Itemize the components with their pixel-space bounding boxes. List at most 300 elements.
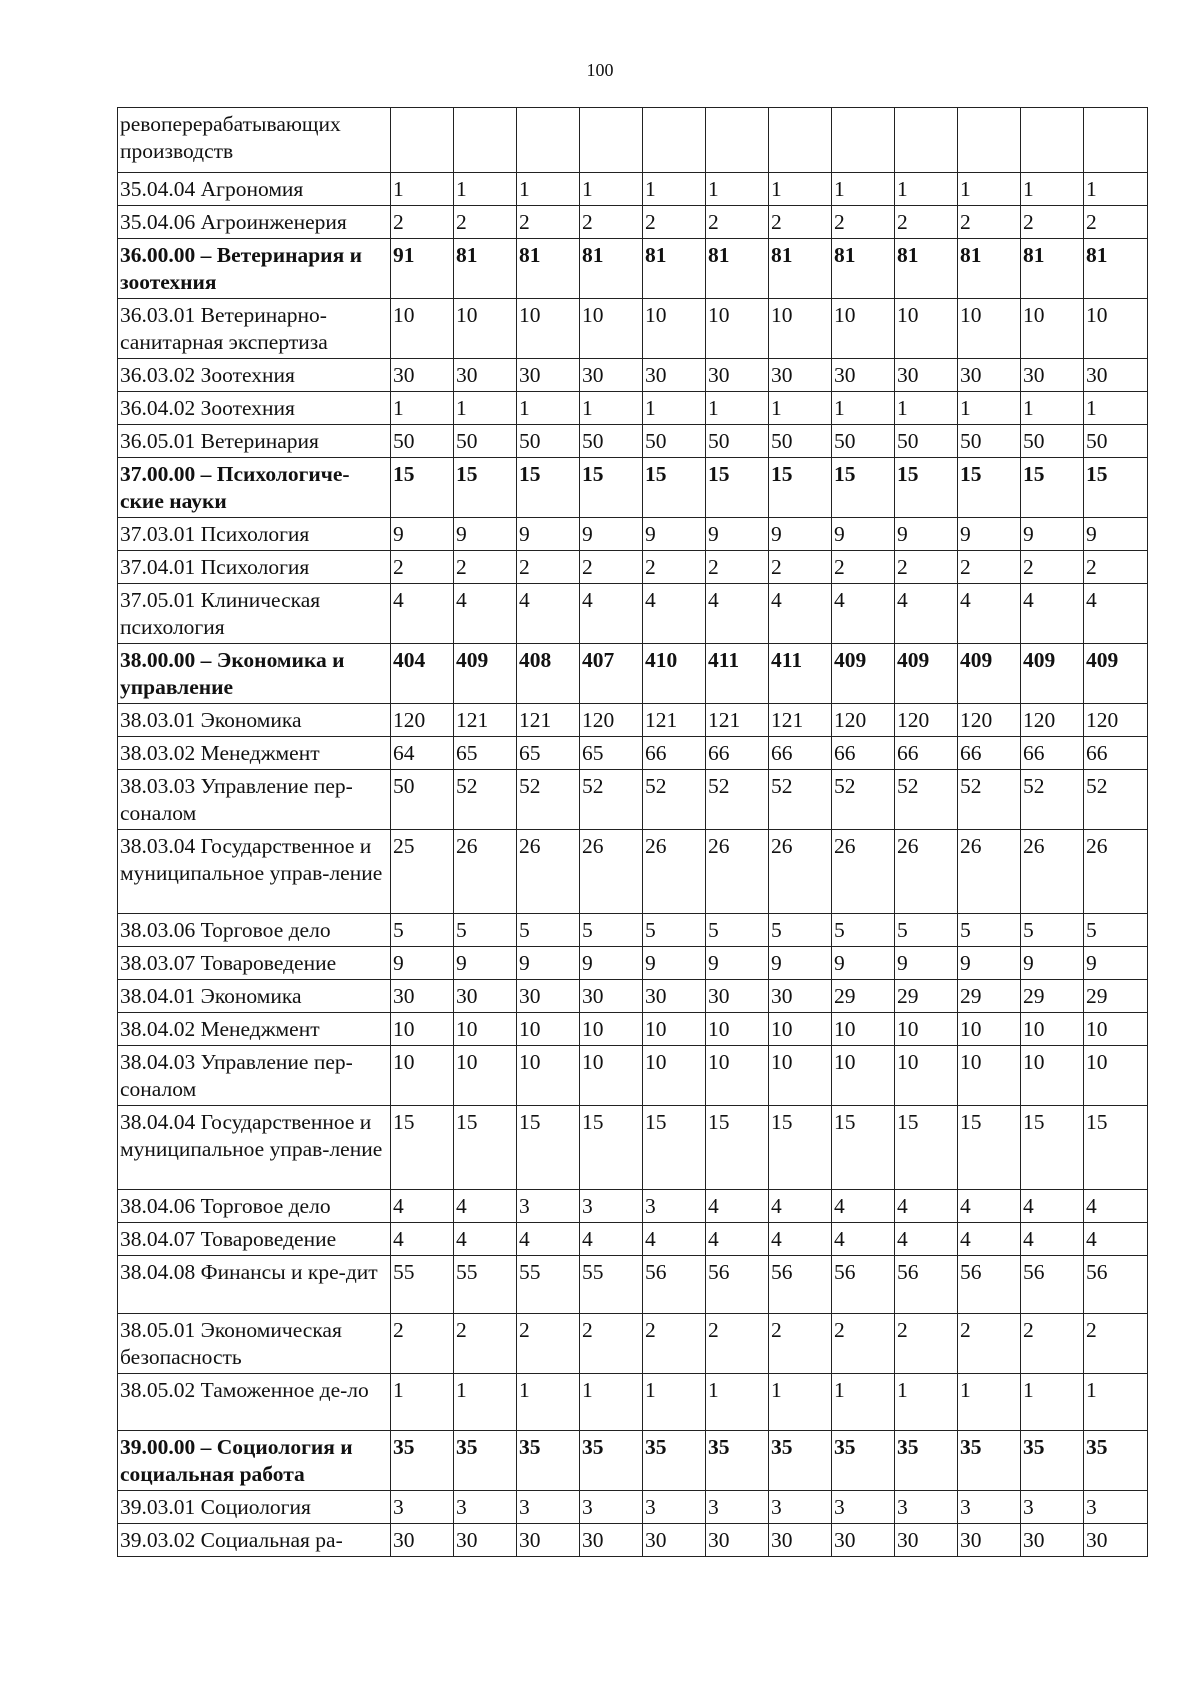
value-cell: 5	[643, 914, 706, 947]
row-label: ревоперерабатывающих производств	[118, 108, 391, 173]
value-cell: 50	[769, 425, 832, 458]
row-label: 37.03.01 Психология	[118, 518, 391, 551]
value-cell: 35	[832, 1431, 895, 1491]
value-cell: 66	[1021, 737, 1084, 770]
value-cell: 55	[580, 1256, 643, 1314]
value-cell: 2	[391, 1314, 454, 1374]
value-cell: 2	[1084, 1314, 1148, 1374]
value-cell	[958, 108, 1021, 173]
value-cell: 55	[517, 1256, 580, 1314]
value-cell: 3	[958, 1491, 1021, 1524]
value-cell: 2	[1021, 1314, 1084, 1374]
value-cell: 15	[1084, 458, 1148, 518]
value-cell	[643, 108, 706, 173]
value-cell: 15	[643, 1106, 706, 1190]
value-cell: 29	[1084, 980, 1148, 1013]
value-cell: 10	[391, 1046, 454, 1106]
row-label: 38.05.02 Таможенное де-ло	[118, 1374, 391, 1431]
value-cell: 10	[895, 299, 958, 359]
value-cell: 10	[454, 1013, 517, 1046]
value-cell: 1	[832, 392, 895, 425]
value-cell: 10	[1021, 1013, 1084, 1046]
table-row	[118, 206, 1148, 239]
value-cell: 15	[643, 458, 706, 518]
table-row	[118, 425, 1148, 458]
value-cell: 4	[769, 1190, 832, 1223]
row-label: 38.03.03 Управление пер-соналом	[118, 770, 391, 830]
table-row	[118, 1046, 1148, 1106]
value-cell: 2	[454, 551, 517, 584]
value-cell: 408	[517, 644, 580, 704]
row-label: 38.03.06 Торговое дело	[118, 914, 391, 947]
value-cell: 1	[958, 1374, 1021, 1431]
value-cell: 2	[769, 551, 832, 584]
value-cell: 2	[832, 551, 895, 584]
value-cell: 9	[895, 518, 958, 551]
value-cell: 2	[706, 551, 769, 584]
value-cell: 81	[580, 239, 643, 299]
value-cell: 30	[580, 1524, 643, 1557]
value-cell: 10	[706, 1046, 769, 1106]
value-cell: 1	[517, 1374, 580, 1431]
value-cell	[391, 108, 454, 173]
value-cell: 10	[1084, 1046, 1148, 1106]
value-cell: 50	[958, 425, 1021, 458]
value-cell: 65	[580, 737, 643, 770]
value-cell: 1	[391, 1374, 454, 1431]
value-cell: 10	[958, 299, 1021, 359]
row-label: 38.04.07 Товароведение	[118, 1223, 391, 1256]
value-cell: 5	[769, 914, 832, 947]
value-cell: 121	[769, 704, 832, 737]
value-cell: 15	[958, 1106, 1021, 1190]
value-cell: 29	[958, 980, 1021, 1013]
value-cell: 50	[832, 425, 895, 458]
value-cell: 30	[517, 359, 580, 392]
value-cell: 15	[391, 458, 454, 518]
value-cell: 5	[454, 914, 517, 947]
value-cell: 30	[454, 980, 517, 1013]
value-cell: 10	[643, 1046, 706, 1106]
value-cell: 10	[580, 299, 643, 359]
row-label: 38.04.08 Финансы и кре-дит	[118, 1256, 391, 1314]
value-cell: 2	[895, 206, 958, 239]
value-cell: 52	[643, 770, 706, 830]
value-cell: 3	[706, 1491, 769, 1524]
value-cell: 2	[1084, 551, 1148, 584]
table-row	[118, 239, 1148, 299]
value-cell: 10	[832, 1013, 895, 1046]
table-row	[118, 947, 1148, 980]
value-cell: 30	[706, 359, 769, 392]
value-cell: 5	[895, 914, 958, 947]
value-cell: 4	[643, 1223, 706, 1256]
value-cell: 121	[706, 704, 769, 737]
value-cell: 30	[706, 980, 769, 1013]
value-cell: 4	[1084, 1223, 1148, 1256]
value-cell: 1	[1021, 1374, 1084, 1431]
value-cell: 10	[958, 1013, 1021, 1046]
value-cell: 1	[769, 173, 832, 206]
value-cell: 50	[391, 425, 454, 458]
value-cell: 9	[1021, 518, 1084, 551]
table-row	[118, 1524, 1148, 1557]
value-cell: 4	[895, 1223, 958, 1256]
value-cell: 9	[706, 518, 769, 551]
value-cell: 15	[706, 458, 769, 518]
value-cell: 10	[517, 1013, 580, 1046]
value-cell: 10	[769, 1013, 832, 1046]
value-cell: 30	[706, 1524, 769, 1557]
value-cell: 2	[706, 1314, 769, 1374]
value-cell: 30	[580, 359, 643, 392]
value-cell	[832, 108, 895, 173]
value-cell: 30	[769, 1524, 832, 1557]
row-label: 37.05.01 Клиническая психология	[118, 584, 391, 644]
table-row	[118, 108, 1148, 173]
value-cell: 411	[769, 644, 832, 704]
value-cell: 9	[706, 947, 769, 980]
value-cell: 4	[706, 1190, 769, 1223]
value-cell: 35	[391, 1431, 454, 1491]
value-cell: 15	[517, 1106, 580, 1190]
value-cell: 35	[643, 1431, 706, 1491]
value-cell: 1	[580, 392, 643, 425]
value-cell: 1	[517, 173, 580, 206]
value-cell: 35	[769, 1431, 832, 1491]
row-label: 36.03.02 Зоотехния	[118, 359, 391, 392]
value-cell: 4	[580, 584, 643, 644]
row-label: 38.00.00 – Экономика и управление	[118, 644, 391, 704]
value-cell: 3	[643, 1190, 706, 1223]
value-cell: 81	[454, 239, 517, 299]
value-cell: 1	[391, 392, 454, 425]
value-cell: 15	[832, 458, 895, 518]
value-cell: 30	[391, 359, 454, 392]
value-cell: 3	[391, 1491, 454, 1524]
value-cell: 30	[769, 359, 832, 392]
value-cell: 9	[643, 518, 706, 551]
value-cell: 4	[832, 1223, 895, 1256]
value-cell: 35	[580, 1431, 643, 1491]
value-cell: 15	[517, 458, 580, 518]
value-cell: 1	[1084, 1374, 1148, 1431]
value-cell: 411	[706, 644, 769, 704]
value-cell: 15	[895, 1106, 958, 1190]
value-cell: 50	[895, 425, 958, 458]
value-cell: 81	[958, 239, 1021, 299]
value-cell: 26	[643, 830, 706, 914]
value-cell: 4	[517, 584, 580, 644]
value-cell: 26	[517, 830, 580, 914]
value-cell: 52	[1021, 770, 1084, 830]
data-table	[117, 107, 1148, 1557]
value-cell: 29	[895, 980, 958, 1013]
value-cell: 2	[517, 206, 580, 239]
value-cell: 4	[769, 1223, 832, 1256]
table-row	[118, 392, 1148, 425]
value-cell: 120	[391, 704, 454, 737]
value-cell: 50	[1084, 425, 1148, 458]
table-row	[118, 704, 1148, 737]
value-cell: 52	[454, 770, 517, 830]
value-cell: 1	[580, 1374, 643, 1431]
value-cell: 26	[895, 830, 958, 914]
value-cell: 1	[895, 173, 958, 206]
row-label: 37.04.01 Психология	[118, 551, 391, 584]
value-cell: 56	[832, 1256, 895, 1314]
value-cell: 3	[517, 1190, 580, 1223]
value-cell: 15	[769, 458, 832, 518]
value-cell: 66	[769, 737, 832, 770]
value-cell: 3	[832, 1491, 895, 1524]
value-cell: 1	[643, 1374, 706, 1431]
value-cell: 50	[643, 425, 706, 458]
value-cell: 2	[454, 1314, 517, 1374]
row-label: 38.04.06 Торговое дело	[118, 1190, 391, 1223]
value-cell: 30	[643, 359, 706, 392]
value-cell: 1	[832, 1374, 895, 1431]
value-cell	[580, 108, 643, 173]
value-cell: 1	[580, 173, 643, 206]
value-cell: 56	[643, 1256, 706, 1314]
value-cell: 9	[517, 947, 580, 980]
value-cell: 29	[832, 980, 895, 1013]
table-row	[118, 551, 1148, 584]
value-cell: 10	[517, 1046, 580, 1106]
value-cell: 10	[1021, 299, 1084, 359]
row-label: 38.03.01 Экономика	[118, 704, 391, 737]
value-cell: 1	[1084, 392, 1148, 425]
value-cell: 30	[958, 1524, 1021, 1557]
value-cell: 2	[517, 551, 580, 584]
value-cell: 25	[391, 830, 454, 914]
value-cell: 9	[1021, 947, 1084, 980]
table-row	[118, 458, 1148, 518]
value-cell: 1	[895, 1374, 958, 1431]
value-cell: 50	[1021, 425, 1084, 458]
value-cell: 52	[706, 770, 769, 830]
value-cell: 52	[580, 770, 643, 830]
value-cell: 56	[1021, 1256, 1084, 1314]
value-cell: 5	[580, 914, 643, 947]
value-cell: 2	[1021, 206, 1084, 239]
value-cell: 56	[706, 1256, 769, 1314]
value-cell: 9	[454, 518, 517, 551]
value-cell: 10	[1084, 1013, 1148, 1046]
value-cell: 30	[832, 359, 895, 392]
value-cell: 30	[643, 1524, 706, 1557]
value-cell: 91	[391, 239, 454, 299]
table-row	[118, 980, 1148, 1013]
value-cell: 4	[1021, 1223, 1084, 1256]
value-cell: 9	[391, 947, 454, 980]
value-cell: 9	[769, 518, 832, 551]
value-cell: 4	[454, 1190, 517, 1223]
value-cell	[769, 108, 832, 173]
value-cell: 9	[1084, 947, 1148, 980]
row-label: 38.03.02 Менеджмент	[118, 737, 391, 770]
value-cell: 1	[454, 1374, 517, 1431]
value-cell: 4	[1021, 1190, 1084, 1223]
value-cell: 4	[769, 584, 832, 644]
value-cell: 50	[454, 425, 517, 458]
value-cell: 64	[391, 737, 454, 770]
value-cell: 9	[454, 947, 517, 980]
value-cell: 30	[1021, 359, 1084, 392]
value-cell: 9	[643, 947, 706, 980]
value-cell: 121	[454, 704, 517, 737]
table-row	[118, 830, 1148, 914]
value-cell: 30	[1021, 1524, 1084, 1557]
value-cell: 26	[454, 830, 517, 914]
row-label: 38.03.04 Государственное и муниципальное управ-ление	[118, 830, 391, 914]
value-cell: 30	[580, 980, 643, 1013]
value-cell: 26	[1021, 830, 1084, 914]
row-label: 36.04.02 Зоотехния	[118, 392, 391, 425]
value-cell: 55	[391, 1256, 454, 1314]
table-body	[118, 108, 1148, 1557]
value-cell: 2	[643, 206, 706, 239]
value-cell: 2	[1084, 206, 1148, 239]
value-cell: 30	[1084, 1524, 1148, 1557]
value-cell: 52	[832, 770, 895, 830]
table-row	[118, 359, 1148, 392]
value-cell: 9	[580, 947, 643, 980]
value-cell: 35	[958, 1431, 1021, 1491]
value-cell: 66	[1084, 737, 1148, 770]
value-cell: 66	[958, 737, 1021, 770]
table-row	[118, 1491, 1148, 1524]
table-row	[118, 584, 1148, 644]
value-cell: 15	[769, 1106, 832, 1190]
value-cell: 10	[580, 1046, 643, 1106]
value-cell	[895, 108, 958, 173]
value-cell: 2	[769, 206, 832, 239]
value-cell: 4	[958, 1223, 1021, 1256]
value-cell: 1	[706, 1374, 769, 1431]
value-cell: 120	[895, 704, 958, 737]
value-cell: 1	[895, 392, 958, 425]
row-label: 39.03.02 Социальная ра-	[118, 1524, 391, 1557]
value-cell: 409	[1021, 644, 1084, 704]
value-cell: 121	[517, 704, 580, 737]
value-cell: 2	[580, 1314, 643, 1374]
value-cell: 66	[706, 737, 769, 770]
value-cell: 3	[769, 1491, 832, 1524]
value-cell: 26	[769, 830, 832, 914]
value-cell: 10	[391, 1013, 454, 1046]
value-cell: 120	[1084, 704, 1148, 737]
value-cell: 4	[391, 1190, 454, 1223]
row-label: 38.04.04 Государственное и муниципальное управ-ление	[118, 1106, 391, 1190]
value-cell: 1	[769, 1374, 832, 1431]
value-cell: 9	[391, 518, 454, 551]
value-cell: 9	[958, 518, 1021, 551]
table-row	[118, 1314, 1148, 1374]
value-cell: 10	[832, 1046, 895, 1106]
value-cell: 1	[769, 392, 832, 425]
value-cell: 1	[958, 392, 1021, 425]
value-cell: 3	[517, 1491, 580, 1524]
value-cell: 3	[454, 1491, 517, 1524]
value-cell: 15	[832, 1106, 895, 1190]
value-cell: 1	[832, 173, 895, 206]
value-cell	[517, 108, 580, 173]
table-row	[118, 299, 1148, 359]
value-cell: 4	[832, 584, 895, 644]
row-label: 36.03.01 Ветеринарно-санитарная экспертиза	[118, 299, 391, 359]
value-cell: 52	[958, 770, 1021, 830]
value-cell: 81	[706, 239, 769, 299]
row-label: 38.04.01 Экономика	[118, 980, 391, 1013]
value-cell: 2	[769, 1314, 832, 1374]
value-cell: 15	[958, 458, 1021, 518]
value-cell: 30	[958, 359, 1021, 392]
value-cell: 5	[958, 914, 1021, 947]
value-cell: 4	[580, 1223, 643, 1256]
value-cell: 10	[958, 1046, 1021, 1106]
value-cell: 1	[643, 392, 706, 425]
value-cell: 5	[1021, 914, 1084, 947]
value-cell: 55	[454, 1256, 517, 1314]
value-cell: 35	[1021, 1431, 1084, 1491]
value-cell: 10	[391, 299, 454, 359]
value-cell: 4	[391, 584, 454, 644]
value-cell: 5	[391, 914, 454, 947]
value-cell: 81	[1084, 239, 1148, 299]
value-cell: 10	[895, 1046, 958, 1106]
value-cell: 15	[391, 1106, 454, 1190]
value-cell: 1	[391, 173, 454, 206]
value-cell: 52	[517, 770, 580, 830]
value-cell: 81	[643, 239, 706, 299]
value-cell: 30	[454, 359, 517, 392]
value-cell: 10	[706, 1013, 769, 1046]
value-cell: 56	[769, 1256, 832, 1314]
row-label: 39.00.00 – Социология и социальная работа	[118, 1431, 391, 1491]
value-cell: 35	[454, 1431, 517, 1491]
value-cell: 35	[1084, 1431, 1148, 1491]
value-cell: 410	[643, 644, 706, 704]
value-cell	[1084, 108, 1148, 173]
value-cell: 1	[517, 392, 580, 425]
row-label: 37.00.00 – Психологиче-ские науки	[118, 458, 391, 518]
value-cell: 26	[958, 830, 1021, 914]
value-cell: 407	[580, 644, 643, 704]
value-cell: 5	[706, 914, 769, 947]
value-cell: 1	[1021, 392, 1084, 425]
value-cell: 26	[706, 830, 769, 914]
value-cell: 5	[1084, 914, 1148, 947]
value-cell: 10	[454, 1046, 517, 1106]
value-cell: 26	[832, 830, 895, 914]
value-cell: 2	[895, 1314, 958, 1374]
value-cell: 2	[454, 206, 517, 239]
value-cell: 50	[706, 425, 769, 458]
value-cell: 56	[895, 1256, 958, 1314]
value-cell: 5	[832, 914, 895, 947]
value-cell: 9	[517, 518, 580, 551]
value-cell: 50	[580, 425, 643, 458]
value-cell: 120	[580, 704, 643, 737]
value-cell: 120	[958, 704, 1021, 737]
table-row	[118, 1013, 1148, 1046]
value-cell: 15	[1021, 1106, 1084, 1190]
value-cell: 9	[832, 947, 895, 980]
value-cell: 2	[706, 206, 769, 239]
row-label: 36.00.00 – Ветеринария и зоотехния	[118, 239, 391, 299]
